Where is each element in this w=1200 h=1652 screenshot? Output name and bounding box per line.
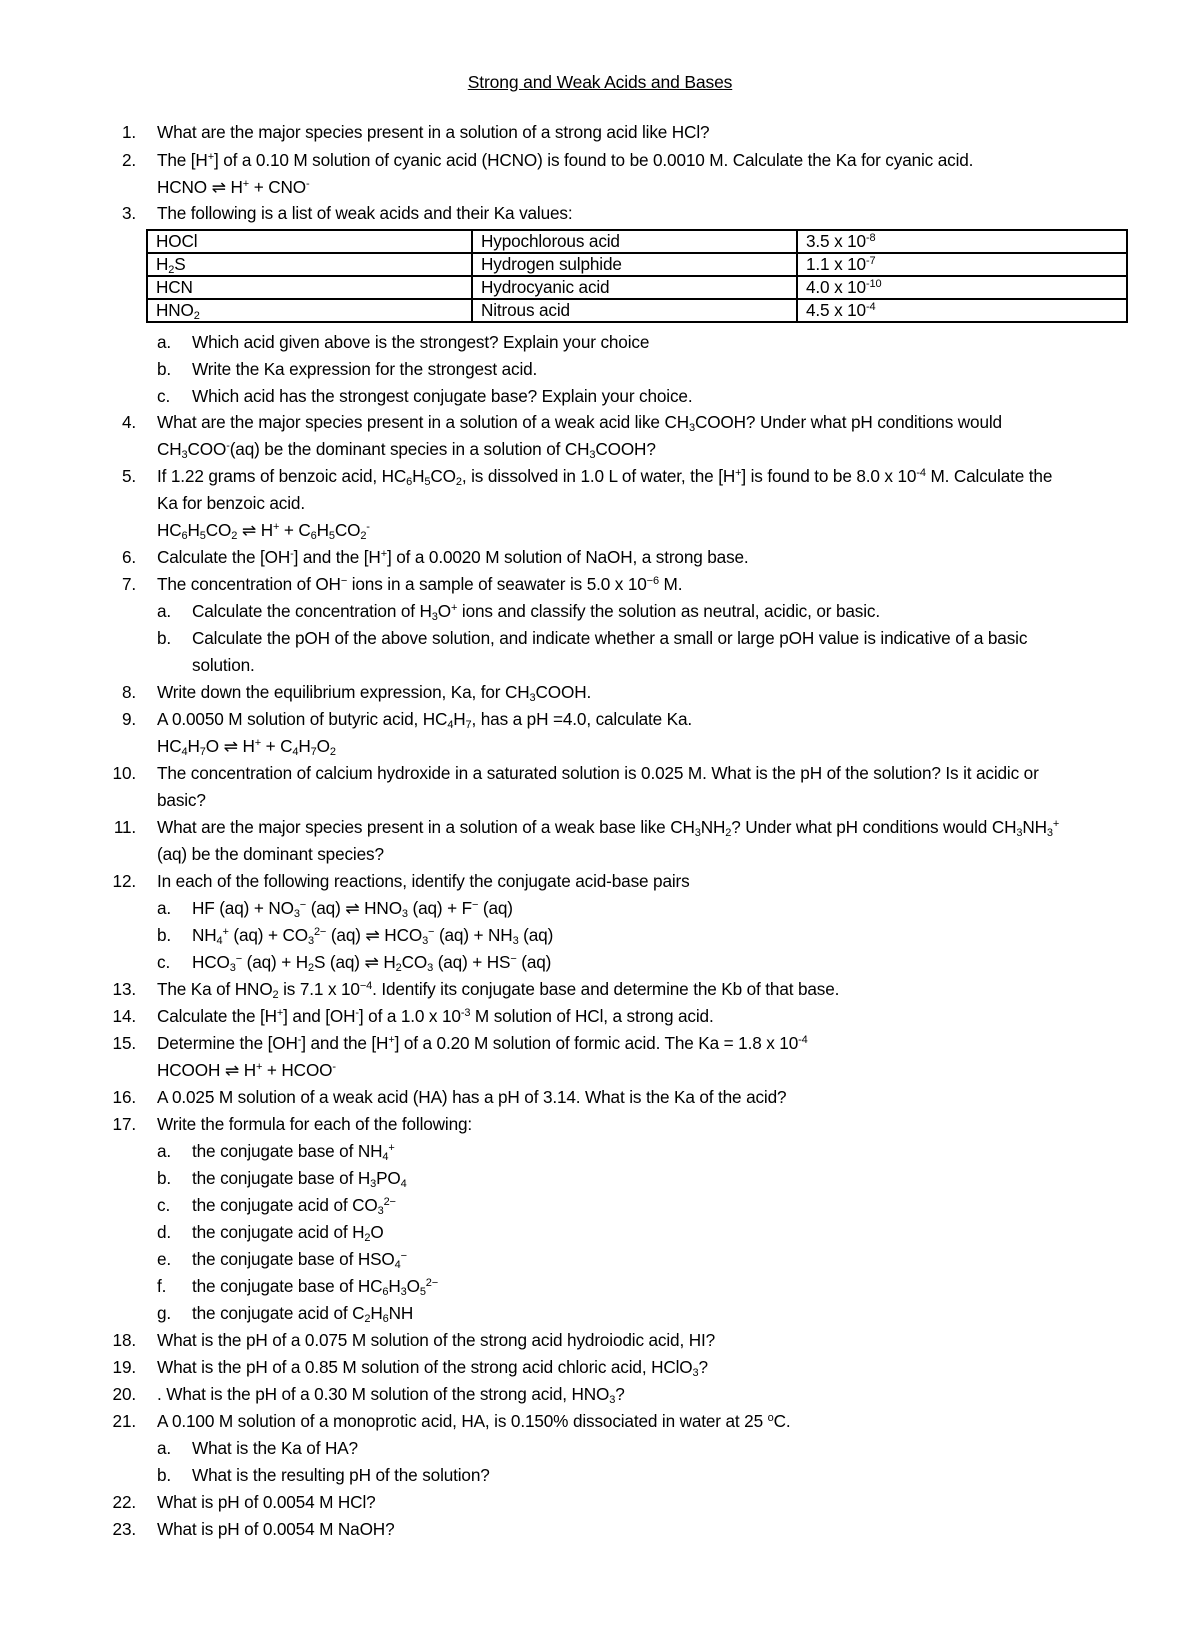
question-21: A 0.100 M solution of a monoprotic acid, HA, is 0.150% dissociated in water at 25 $^o$C. <box>157 1411 791 1431</box>
question-number: 22. <box>112 1492 136 1512</box>
question-17e: the conjugate base of $HSO_4^-$ <box>192 1249 407 1271</box>
question-4: What are the major species present in a solution of a weak acid like $CH_3COOH$? Under what pH conditions would <box>157 412 1002 434</box>
equation-butyric-acid: $HC_4H_7O$ ⇌ $H^+ + C_4H_7O_2$ <box>157 736 336 758</box>
question-number: 17. <box>112 1114 136 1134</box>
question-12c: $HCO_3^-$ $(aq) + H_2S$ (aq) ⇌ $H_2CO_3$ (aq) + HS− (aq) <box>192 952 552 974</box>
question-7a: Calculate the concentration of $H_3O^+$ ions and classify the solution as neutral, acidic, or basic. <box>192 601 880 623</box>
table-cell-ka: 4.5 x $10^{-4}$ <box>797 299 1127 322</box>
question-number: 23. <box>112 1519 136 1539</box>
equation-formic-acid: HCOOH ⇌ H+ + HCOO- <box>157 1060 336 1080</box>
question-number: 4. <box>121 412 136 432</box>
sub-letter: b. <box>157 925 172 945</box>
question-number: 3. <box>121 203 136 223</box>
equation-cyanic-acid: HCNO ⇌ H+ + CNO- <box>157 177 310 197</box>
sub-letter: b. <box>157 359 172 379</box>
question-21b: What is the resulting pH of the solution? <box>192 1465 490 1485</box>
sub-letter: a. <box>157 1141 172 1161</box>
question-17d: the conjugate acid of $H_2O$ <box>192 1222 384 1244</box>
question-number: 20. <box>112 1384 136 1404</box>
question-3b: Write the Ka expression for the strongest acid. <box>192 359 538 379</box>
question-17g: the conjugate acid of $C_2H_6NH$ <box>192 1303 414 1325</box>
question-12: In each of the following reactions, identify the conjugate acid-base pairs <box>157 871 690 891</box>
question-number: 10. <box>112 763 136 783</box>
page-title: Strong and Weak Acids and Bases <box>467 72 733 92</box>
question-number: 15. <box>112 1033 136 1053</box>
sub-letter: a. <box>157 601 172 621</box>
sub-letter: c. <box>157 1195 171 1215</box>
question-number: 1. <box>121 122 136 142</box>
sub-letter: a. <box>157 332 172 352</box>
equation-benzoic-acid: $HC_6H_5CO_2$ ⇌ $H^+ + C_6H_5CO_2^-$ <box>157 520 370 542</box>
question-12b: $NH_4^+$ $(aq) + CO_3^{2-}$ (aq) ⇌ $HCO_3^-$ $(aq) + NH_3$ (aq) <box>192 925 554 947</box>
question-7: The concentration of OH− ions in a sample of seawater is 5.0 x $10^{-6}$ M. <box>157 574 683 594</box>
question-5-cont: Ka for benzoic acid. <box>157 493 305 513</box>
question-15: Determine the [OH-] and the [H+] of a 0.20 M solution of formic acid. The Ka = 1.8 x $10^{-4}$ <box>157 1033 808 1053</box>
table-cell-ka: 4.0 x $10^{-10}$ <box>797 276 1127 299</box>
question-14: Calculate the [H+] and [OH-] of a 1.0 x $10^{-3}$ M solution of HCl, a strong acid. <box>157 1006 714 1026</box>
question-3c: Which acid has the strongest conjugate base? Explain your choice. <box>192 386 693 406</box>
sub-letter: b. <box>157 1168 172 1188</box>
table-cell-formula: $HNO_2$ <box>147 299 472 322</box>
question-18: What is the pH of a 0.075 M solution of the strong acid hydroiodic acid, HI? <box>157 1330 716 1350</box>
question-22: What is pH of 0.0054 M HCl? <box>157 1492 376 1512</box>
question-number: 19. <box>112 1357 136 1377</box>
question-16: A 0.025 M solution of a weak acid (HA) has a pH of 3.14. What is the Ka of the acid? <box>157 1087 787 1107</box>
question-17f: the conjugate base of $HC_6H_3O_5^{2-}$ <box>192 1276 439 1298</box>
question-6: Calculate the [OH-] and the [H+] of a 0.0020 M solution of NaOH, a strong base. <box>157 547 749 567</box>
question-7b-cont: solution. <box>192 655 255 675</box>
ka-table <box>146 229 1128 323</box>
question-number: 14. <box>112 1006 136 1026</box>
question-10-cont: basic? <box>157 790 206 810</box>
table-row <box>147 253 1127 276</box>
question-11: What are the major species present in a solution of a weak base like $CH_3NH_2$? Under what pH conditions would $CH_3NH_3^+$ <box>157 817 1060 839</box>
sub-letter: a. <box>157 1438 172 1458</box>
sub-letter: f. <box>157 1276 167 1296</box>
question-23: What is pH of 0.0054 M NaOH? <box>157 1519 395 1539</box>
question-21a: What is the Ka of HA? <box>192 1438 358 1458</box>
question-number: 12. <box>112 871 136 891</box>
sub-letter: d. <box>157 1222 172 1242</box>
question-17b: the conjugate base of $H_3PO_4$ <box>192 1168 407 1190</box>
question-8: Write down the equilibrium expression, Ka, for $CH_3COOH$. <box>157 682 592 704</box>
question-17: Write the formula for each of the following: <box>157 1114 473 1134</box>
question-17c: the conjugate acid of $CO_3^{2-}$ <box>192 1195 396 1217</box>
table-row <box>147 276 1127 299</box>
sub-letter: c. <box>157 386 171 406</box>
sub-letter: b. <box>157 1465 172 1485</box>
question-4-cont: $CH_3COO^-(aq)$ be the dominant species in a solution of $CH_3COOH$? <box>157 439 656 461</box>
sub-letter: c. <box>157 952 171 972</box>
table-cell-ka: 3.5 x $10^{-8}$ <box>797 230 1127 253</box>
table-cell-formula: HCN <box>147 276 472 299</box>
question-number: 7. <box>121 574 136 594</box>
question-number: 16. <box>112 1087 136 1107</box>
sub-letter: e. <box>157 1249 172 1269</box>
table-row <box>147 299 1127 322</box>
sub-letter: a. <box>157 898 172 918</box>
question-number: 21. <box>112 1411 136 1431</box>
question-11-cont: (aq) be the dominant species? <box>157 844 384 864</box>
table-row <box>147 230 1127 253</box>
question-number: 2. <box>121 150 136 170</box>
sub-letter: b. <box>157 628 172 648</box>
table-cell-name: Hydrogen sulphide <box>472 253 797 276</box>
table-cell-ka: 1.1 x $10^{-7}$ <box>797 253 1127 276</box>
question-9: A 0.0050 M solution of butyric acid, $HC_4H_7$, has a pH =4.0, calculate Ka. <box>157 709 693 731</box>
question-number: 6. <box>121 547 136 567</box>
question-number: 8. <box>121 682 136 702</box>
table-cell-name: Hydrocyanic acid <box>472 276 797 299</box>
question-number: 11. <box>113 817 136 837</box>
question-number: 18. <box>112 1330 136 1350</box>
question-number: 5. <box>121 466 136 486</box>
question-7b: Calculate the pOH of the above solution, and indicate whether a small or large pOH value is indicative of a basic <box>192 628 1028 648</box>
question-number: 13. <box>112 979 136 999</box>
question-2: The [H+] of a 0.10 M solution of cyanic acid (HCNO) is found to be 0.0010 M. Calculate the Ka for cyanic acid. <box>157 150 974 170</box>
sub-letter: g. <box>157 1303 172 1323</box>
question-5: If 1.22 grams of benzoic acid, $HC_6H_5CO_2$, is dissolved in 1.0 L of water, the [H+] is found to be 8.0 x $10^{-4}$ M. Calculate the <box>157 466 1053 488</box>
table-cell-name: Nitrous acid <box>472 299 797 322</box>
question-12a: HF $(aq) + NO_3^-$ (aq) ⇌ $HNO_3$ (aq) + F− (aq) <box>192 898 513 920</box>
question-3: The following is a list of weak acids and their Ka values: <box>157 203 573 223</box>
question-1: What are the major species present in a solution of a strong acid like HCl? <box>157 122 710 142</box>
question-10: The concentration of calcium hydroxide in a saturated solution is 0.025 M. What is the pH of the solution? Is it acidic or <box>157 763 1039 783</box>
question-number: 9. <box>121 709 136 729</box>
table-cell-name: Hypochlorous acid <box>472 230 797 253</box>
table-cell-formula: $H_2S$ <box>147 253 472 276</box>
table-cell-formula: HOCl <box>147 230 472 253</box>
question-17a: the conjugate base of $NH_4^+$ <box>192 1141 395 1163</box>
question-20: . What is the pH of a 0.30 M solution of the strong acid, $HNO_3$? <box>157 1384 625 1406</box>
question-13: The Ka of $HNO_2$ is 7.1 x $10^{-4}$. Identify its conjugate base and determine the Kb of that base. <box>157 979 840 1001</box>
question-3a: Which acid given above is the strongest? Explain your choice <box>192 332 650 352</box>
question-19: What is the pH of a 0.85 M solution of the strong acid chloric acid, HClO$_3$? <box>157 1357 708 1379</box>
